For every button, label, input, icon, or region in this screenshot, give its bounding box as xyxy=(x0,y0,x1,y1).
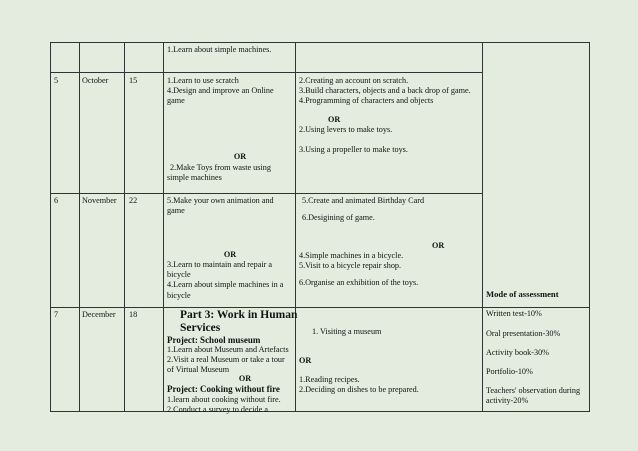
activity-line: 1.Learn to use scratch xyxy=(167,76,239,85)
row-divider-1 xyxy=(50,72,483,73)
or-label xyxy=(167,250,293,260)
count-text: 15 xyxy=(129,76,138,85)
assessment-cell xyxy=(486,329,588,339)
task-line: 5.Visit to a bicycle repair shop. xyxy=(299,261,402,271)
assessment-cell xyxy=(486,309,588,319)
activity-line: of Virtual Museum xyxy=(167,365,230,375)
row-number xyxy=(54,76,58,86)
assessment-item: Written test-10% xyxy=(486,309,542,318)
count-cell xyxy=(129,76,137,86)
task-line: 1. Visiting a museum xyxy=(312,327,382,336)
project-heading-text: Project: School museum xyxy=(167,335,261,345)
activity-line: 2.Visit a real Museum or take a tour xyxy=(167,355,285,365)
or-label xyxy=(432,241,444,251)
assessment-item: Oral presentation-30% xyxy=(486,329,561,338)
part-heading-line: Services xyxy=(180,322,221,334)
task-cell xyxy=(299,213,481,223)
task-line: 6.Desigining of game. xyxy=(302,213,375,222)
assessment-cell xyxy=(486,386,588,406)
activity-line: 4.Design and improve an Online xyxy=(167,86,274,96)
column-divider-5 xyxy=(482,42,483,412)
activity-line: 1.Learn about Museum and Artefacts xyxy=(167,345,289,354)
row-number xyxy=(54,310,58,320)
activity-cell xyxy=(167,76,293,107)
activity-cell xyxy=(167,163,293,183)
activity-line: 4.Learn about simple machines in a xyxy=(167,280,284,290)
task-line: 4.Programming of characters and objects xyxy=(299,96,434,106)
assessment-item: activity-20% xyxy=(486,396,529,406)
assessment-item: Activity book-30% xyxy=(486,348,549,357)
assessment-item: Portfolio-10% xyxy=(486,367,533,376)
activity-line: game xyxy=(167,96,185,106)
task-line: 2.Using levers to make toys. xyxy=(299,125,393,134)
activity-line: 5.Make your own animation and xyxy=(167,196,274,205)
activity-cell xyxy=(167,45,293,55)
task-line: 3.Build characters, objects and a back drop of game. xyxy=(299,86,471,96)
table-border-right xyxy=(589,42,590,412)
task-line: 6.Organise an exhibition of the toys. xyxy=(299,278,419,287)
activity-line: 2.Make Toys from waste using xyxy=(170,163,271,172)
column-divider-3 xyxy=(163,42,164,412)
column-divider-2 xyxy=(124,42,125,412)
table-border-bottom xyxy=(50,411,590,412)
task-cell xyxy=(299,145,481,155)
or-text: OR xyxy=(328,115,341,124)
count-cell xyxy=(129,310,137,320)
curriculum-table xyxy=(50,42,590,415)
part-heading-line: Part 3: Work in Human xyxy=(180,309,298,321)
row-divider-2 xyxy=(50,193,483,194)
part-heading xyxy=(180,309,297,335)
activity-line: game xyxy=(167,206,185,216)
month-text: October xyxy=(82,76,109,85)
activity-line: bicycle xyxy=(167,270,191,280)
count-text: 18 xyxy=(129,310,138,319)
assessment-cell xyxy=(486,348,588,358)
task-line: 1.Reading recipes. xyxy=(299,375,360,384)
activity-line: 1.Learn about simple machines. xyxy=(167,45,272,54)
activity-cell xyxy=(167,260,293,301)
row-number xyxy=(54,196,58,206)
row-number-text: 7 xyxy=(54,310,59,319)
activity-cell xyxy=(167,196,293,216)
task-line: 4.Simple machines in a bicycle. xyxy=(299,251,404,260)
task-line: 3.Using a propeller to make toys. xyxy=(299,145,408,154)
activity-line: bicycle xyxy=(167,290,191,300)
assessment-heading xyxy=(486,289,559,299)
row-number-text: 6 xyxy=(54,196,59,205)
column-divider-1 xyxy=(79,42,80,412)
table-border-left xyxy=(50,42,51,412)
count-cell xyxy=(129,196,137,206)
or-label xyxy=(299,356,311,366)
or-label xyxy=(328,115,340,125)
or-text: OR xyxy=(233,152,247,161)
row-number-text: 5 xyxy=(54,76,59,85)
activity-line: 1.learn about cooking without fire. xyxy=(167,395,281,404)
or-text: OR xyxy=(223,250,237,259)
task-cell xyxy=(312,327,480,337)
activity-line: 3.Learn to maintain and repair a xyxy=(167,260,273,269)
activity-line: simple machines xyxy=(167,173,222,183)
task-cell xyxy=(299,375,481,395)
activity-cell xyxy=(167,345,293,376)
activity-line: 2.Conduct a survey to decide a xyxy=(167,405,268,415)
month-cell xyxy=(82,310,116,320)
task-cell xyxy=(299,125,481,135)
count-text: 22 xyxy=(129,196,138,205)
task-cell xyxy=(299,278,481,288)
task-line: 2.Creating an account on scratch. xyxy=(299,76,409,85)
activity-cell xyxy=(167,395,293,415)
month-cell xyxy=(82,196,117,206)
month-text: November xyxy=(82,196,117,205)
or-label xyxy=(167,374,293,384)
task-cell xyxy=(299,196,481,206)
or-text: OR xyxy=(299,356,312,365)
row-divider-3 xyxy=(50,307,590,308)
task-line: 2.Deciding on dishes to be prepared. xyxy=(299,385,419,395)
project-heading xyxy=(167,335,260,346)
task-line: 5.Create and animated Birthday Card xyxy=(302,196,425,205)
table-border-top xyxy=(50,42,590,43)
task-cell xyxy=(299,76,481,107)
column-divider-4 xyxy=(295,42,296,412)
project-heading xyxy=(167,384,280,395)
month-text: December xyxy=(82,310,116,319)
or-text: OR xyxy=(238,374,252,383)
month-cell xyxy=(82,76,108,86)
or-text: OR xyxy=(432,241,445,250)
or-label xyxy=(167,152,293,162)
assessment-item: Teachers' observation during xyxy=(486,386,581,395)
assessment-cell xyxy=(486,367,588,377)
task-cell xyxy=(299,251,481,271)
assessment-heading-text: Mode of assessment xyxy=(486,289,559,299)
project-heading-text: Project: Cooking without fire xyxy=(167,384,280,394)
